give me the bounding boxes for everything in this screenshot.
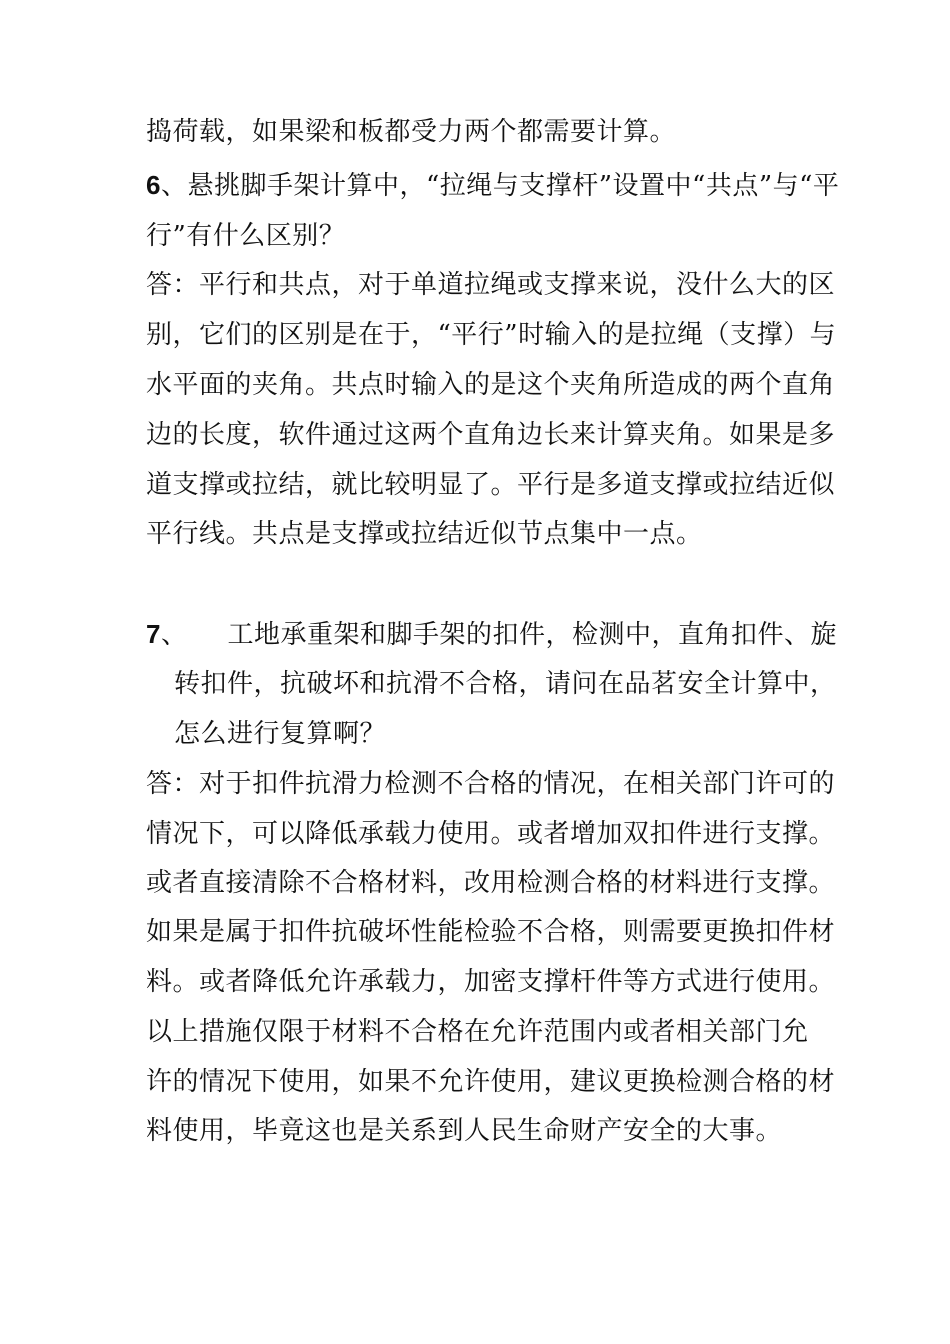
answer-7-line: 以上措施仅限于材料不合格在允许范围内或者相关部门允 — [146, 1017, 809, 1047]
question-6-line-1 — [146, 168, 839, 203]
question-7-line-2: 转扣件，抗破坏和抗滑不合格，请问在品茗安全计算中， — [174, 669, 837, 699]
question-7-number: 7 — [146, 619, 161, 649]
answer-7-line: 料使用，毕竟这也是关系到人民生命财产安全的大事。 — [146, 1116, 783, 1146]
carryover-paragraph-line: 捣荷载，如果梁和板都受力两个都需要计算。 — [146, 117, 677, 147]
answer-7-line: 或者直接清除不合格材料，改用检测合格的材料进行支撑。 — [146, 868, 836, 898]
answer-6-line: 边的长度，软件通过这两个直角边长来计算夹角。如果是多 — [146, 420, 836, 450]
question-7-line-3: 怎么进行复算啊？ — [174, 719, 387, 749]
answer-6-line: 水平面的夹角。共点时输入的是这个夹角所造成的两个直角 — [146, 370, 836, 400]
answer-7-line: 情况下，可以降低承载力使用。或者增加双扣件进行支撑。 — [146, 819, 836, 849]
answer-7-line: 答：对于扣件抗滑力检测不合格的情况，在相关部门许可的 — [146, 769, 836, 799]
question-7-separator: 、 — [160, 620, 188, 650]
answer-7-line: 料。或者降低允许承载力，加密支撑杆件等方式进行使用。 — [146, 967, 836, 997]
answer-6-line: 答：平行和共点，对于单道拉绳或支撑来说，没什么大的区 — [146, 270, 836, 300]
question-7-text: 工地承重架和脚手架的扣件，检测中，直角扣件、旋 — [227, 620, 837, 650]
question-6-line-2: 行”有什么区别？ — [146, 221, 346, 251]
answer-7-line: 许的情况下使用，如果不允许使用，建议更换检测合格的材 — [146, 1067, 836, 1097]
answer-6-line: 别，它们的区别是在于，“平行”时输入的是拉绳（支撑）与 — [146, 320, 837, 350]
question-6-number: 6 — [146, 170, 161, 200]
answer-6-line: 道支撑或拉结，就比较明显了。平行是多道支撑或拉结近似 — [146, 470, 836, 500]
answer-6-line: 平行线。共点是支撑或拉结近似节点集中一点。 — [146, 519, 703, 549]
question-6-text: 、悬挑脚手架计算中，“拉绳与支撑杆”设置中“共点”与“平 — [160, 171, 840, 201]
answer-7-line: 如果是属于扣件抗破坏性能检验不合格，则需要更换扣件材 — [146, 917, 836, 947]
question-7-line-1 — [146, 617, 837, 652]
